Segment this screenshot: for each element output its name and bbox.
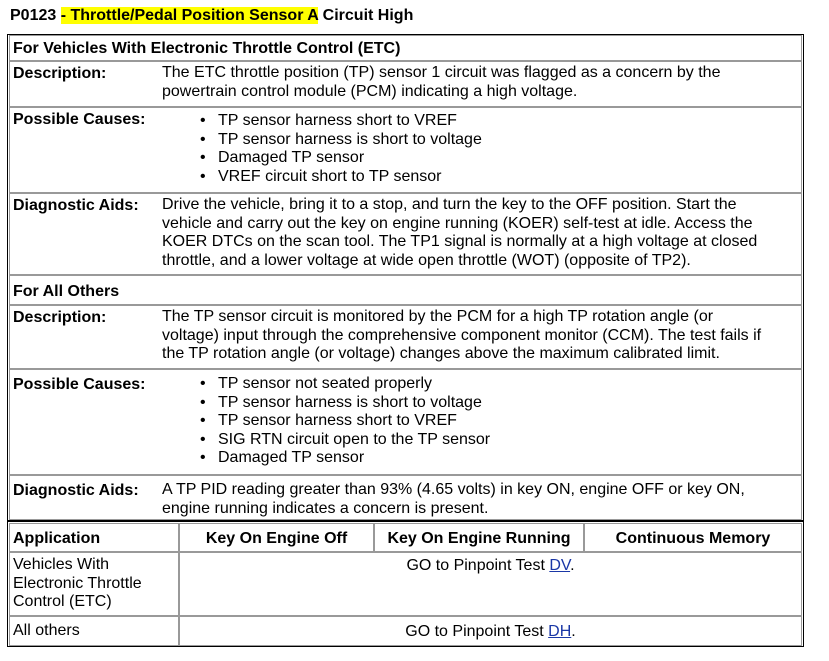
description-text (162, 64, 793, 101)
causes-list (200, 375, 490, 468)
pinpoint-table (7, 521, 804, 647)
etc-section-header (9, 35, 802, 61)
list-item: • TP sensor harness short to VREF (200, 412, 490, 431)
pinpoint-test-cell (179, 552, 802, 616)
aids-text (162, 481, 793, 518)
description-label: Description: (13, 65, 107, 82)
list-item: • TP sensor harness is short to voltage (200, 394, 490, 413)
aids-text (162, 196, 793, 270)
etc-aids-row (9, 193, 802, 275)
list-item: • SIG RTN circuit open to the TP sensor (200, 431, 490, 450)
text-line: Drive the vehicle, bring it to a stop, and turn the key to the OFF position. Start the (162, 196, 737, 213)
others-aids-row (9, 475, 802, 520)
others-section-header (9, 275, 802, 305)
go-to-pinpoint-text (180, 556, 801, 575)
header-key-on-engine-off: Key On Engine Off (179, 523, 374, 552)
description-label: Description: (13, 309, 107, 326)
pinpoint-test-cell (179, 616, 802, 646)
dtc-code: P0123 (10, 7, 57, 24)
text-line: vehicle and carry out the key on engine running (KOER) self-test at idle. Access the (162, 214, 753, 232)
list-item: • VREF circuit short to TP sensor (200, 168, 482, 187)
text-line: The TP sensor circuit is monitored by the PCM for a high TP rotation angle (or (162, 308, 714, 325)
page-title (10, 6, 413, 26)
dtc-name-highlight: - Throttle/Pedal Position Sensor A (60, 7, 319, 24)
text-line: Control (ETC) (13, 593, 112, 610)
text-line: powertrain control module (PCM) indicating a high voltage. (162, 82, 578, 100)
others-description-row (9, 305, 802, 369)
pinpoint-test-dh-link[interactable]: DH (548, 623, 572, 640)
description-text (162, 308, 793, 364)
text-line: The ETC throttle position (TP) sensor 1 circuit was flagged as a concern by the (162, 64, 721, 81)
aids-label: Diagnostic Aids: (13, 197, 139, 214)
section-heading: For Vehicles With Electronic Throttle Control (ETC) (13, 40, 401, 57)
application-cell (9, 552, 179, 616)
diagnostic-frame (7, 34, 804, 521)
go-to-pinpoint-text (180, 622, 801, 641)
application-cell (9, 616, 179, 646)
causes-label: Possible Causes: (13, 111, 146, 128)
header-key-on-engine-running: Key On Engine Running (374, 523, 584, 552)
header-application: Application (9, 523, 179, 552)
text-line: Electronic Throttle (13, 574, 142, 592)
list-item: • Damaged TP sensor (200, 149, 482, 168)
list-item: • TP sensor harness short to VREF (200, 112, 482, 131)
text-line: Vehicles With (13, 556, 110, 573)
text-line: All others (13, 622, 80, 639)
text-line: A TP PID reading greater than 93% (4.65 volts) in key ON, engine OFF or key ON, (162, 481, 745, 498)
etc-description-row (9, 61, 802, 107)
list-item: • TP sensor not seated properly (200, 375, 490, 394)
go-suffix: . (570, 557, 575, 574)
aids-label: Diagnostic Aids: (13, 482, 139, 499)
etc-causes-row (9, 107, 802, 193)
text-line: voltage) input through the comprehensive component monitor (CCM). The test fails if (162, 326, 762, 344)
list-item: • Damaged TP sensor (200, 449, 490, 468)
go-prefix: GO to Pinpoint Test (405, 623, 549, 640)
list-item: • TP sensor harness is short to voltage (200, 131, 482, 150)
others-causes-row (9, 369, 802, 475)
text-line: engine running indicates a concern is present. (162, 499, 489, 517)
section-heading: For All Others (13, 283, 120, 300)
text-line: the TP rotation angle (or voltage) changes above the maximum calibrated limit. (162, 345, 720, 362)
text-line: throttle, and a lower voltage at wide open throttle (WOT) (opposite of TP2). (162, 251, 691, 269)
causes-label: Possible Causes: (13, 376, 146, 393)
dtc-name-rest: Circuit High (318, 7, 414, 24)
causes-list (200, 112, 482, 186)
go-suffix: . (571, 623, 576, 640)
text-line: KOER DTCs on the scan tool. The TP1 signal is normally at a high voltage at closed (162, 233, 758, 250)
go-prefix: GO to Pinpoint Test (406, 557, 550, 574)
pinpoint-test-dv-link[interactable]: DV (549, 557, 571, 574)
header-continuous-memory: Continuous Memory (584, 523, 802, 552)
